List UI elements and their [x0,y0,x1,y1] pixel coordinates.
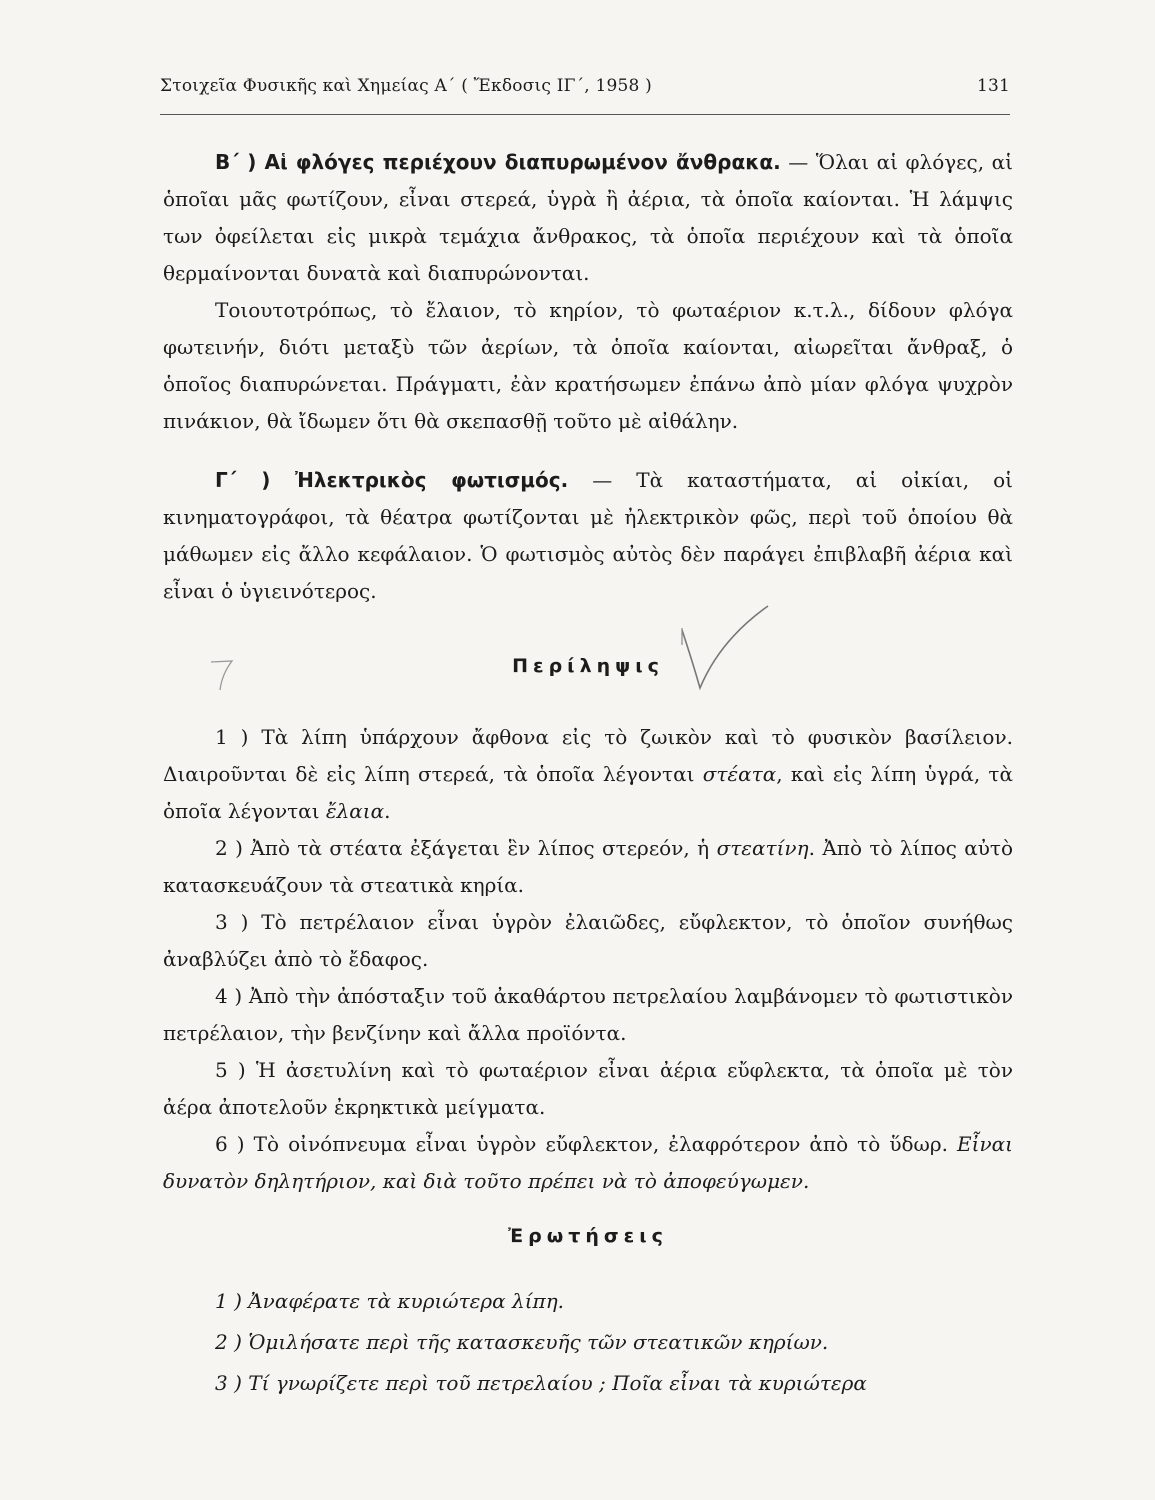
pencil-checkmark-icon [670,600,780,695]
section-b-heading: Β΄ ) Αἱ φλόγες περιέχουν διαπυρωμένον ἄνθρακα. [215,150,781,174]
page-number: 131 [976,76,1010,96]
section-b-paragraph-2: Τοιουτοτρόπως, τὸ ἔλαιον, τὸ κηρίον, τὸ φωταέριον κ.τ.λ., δίδουν φλόγα φωτεινήν, διότι μεταξὺ τῶν ἀερίων, τὰ ὁποῖα καίονται, αἰωρεῖται ἄνθραξ, ὁ ὁποῖος διαπυρώνεται. Πράγματι, ἐὰν κρατήσωμεν ἐπάνω ἀπὸ μίαν φλόγα ψυχρὸν πινάκιον, θὰ ἴδωμεν ὅτι θὰ σκεπασθῇ τοῦτο μὲ αἰθάλην. [163,298,1013,433]
question-item: 2 ) Ὁμιλήσατε περὶ τῆς κατασκευῆς τῶν στεατικῶν κηρίων. [215,1330,829,1354]
page-body [163,144,1013,1406]
header-title: Στοιχεῖα Φυσικῆς καὶ Χημείας Α΄ ( Ἔκδοσις ΙΓ΄, 1958 ) [160,76,653,96]
summary-title: Περίληψις [512,655,664,677]
pencil-seven-mark-icon [208,658,238,692]
header-rule [160,114,1010,115]
section-c-paragraph [163,462,1013,610]
summary-item: 5 ) Ἡ ἀσετυλίνη καὶ τὸ φωταέριον εἶναι ἀέρια εὔφλεκτα, τὰ ὁποῖα μὲ τὸν ἀέρα ἀποτελοῦν ἐκρηκτικὰ μείγματα. [163,1058,1013,1119]
summary-item: 3 ) Τὸ πετρέλαιον εἶναι ὑγρὸν ἐλαιῶδες, εὔφλεκτον, τὸ ὁποῖον συνήθως ἀναβλύζει ἀπὸ τὸ ἔδαφος. [163,910,1013,971]
section-c-text: — Τὰ καταστήματα, αἱ οἰκίαι, οἱ κινηματογράφοι, τὰ θέατρα φωτίζονται μὲ ἠλεκτρικὸν φῶς, περὶ τοῦ ὁποίου θὰ μάθωμεν εἰς ἄλλο κεφάλαιον. Ὁ φωτισμὸς αὐτὸς δὲν παράγει ἐπιβλαβῆ ἀέρια καὶ εἶναι ὁ ὑγιεινότερος. [163,468,1013,603]
section-b-paragraph [163,144,1013,292]
summary-item: 4 ) Ἀπὸ τὴν ἀπόσταξιν τοῦ ἀκαθάρτου πετρελαίου λαμβάνομεν τὸ φωτιστικὸν πετρέλαιον, τὴν βενζίνην καὶ ἄλλα προϊόντα. [163,984,1013,1045]
summary-item: 6 ) Τὸ οἰνόπνευμα εἶναι ὑγρὸν εὔφλεκτον, ἐλαφρότερον ἀπὸ τὸ ὕδωρ. Εἶναι δυνατὸν δηλητήριον, καὶ διὰ τοῦτο πρέπει νὰ τὸ ἀποφεύγωμεν. [163,1132,1013,1193]
section-c-heading: Γ΄ ) Ἠλεκτρικὸς φωτισμός. [215,468,569,492]
summary-item: 1 ) Τὰ λίπη ὑπάρχουν ἄφθονα εἰς τὸ ζωικὸν καὶ τὸ φυσικὸν βασίλειον. Διαιροῦνται δὲ εἰς λίπη στερεά, τὰ ὁποῖα λέγονται στέατα, καὶ εἰς λίπη ὑγρά, τὰ ὁποῖα λέγονται ἔλαια. [163,725,1014,823]
section-b-text: — Ὅλαι αἱ φλόγες, αἱ ὁποῖαι μᾶς φωτίζουν, εἶναι στερεά, ὑγρὰ ἢ ἀέρια, τὰ ὁποῖα καίονται. Ἡ λάμψις των ὀφείλεται εἰς μικρὰ τεμάχια ἄνθρακος, τὰ ὁποῖα περιέχουν καὶ τὰ ὁποῖα θερμαίνονται δυνατὰ καὶ διαπυρώνονται. [163,150,1013,285]
question-item: 3 ) Τί γνωρίζετε περὶ τοῦ πετρελαίου ; Ποῖα εἶναι τὰ κυριώτερα [215,1371,867,1395]
summary-item: 2 ) Ἀπὸ τὰ στέατα ἐξάγεται ἓν λίπος στερεόν, ἡ στεατίνη. Ἀπὸ τὸ λίπος αὐτὸ κατασκευάζουν τὰ στεατικὰ κηρία. [163,836,1014,897]
questions-title: Ἐρωτήσεις [508,1225,668,1247]
question-item: 1 ) Ἀναφέρατε τὰ κυριώτερα λίπη. [215,1289,565,1313]
